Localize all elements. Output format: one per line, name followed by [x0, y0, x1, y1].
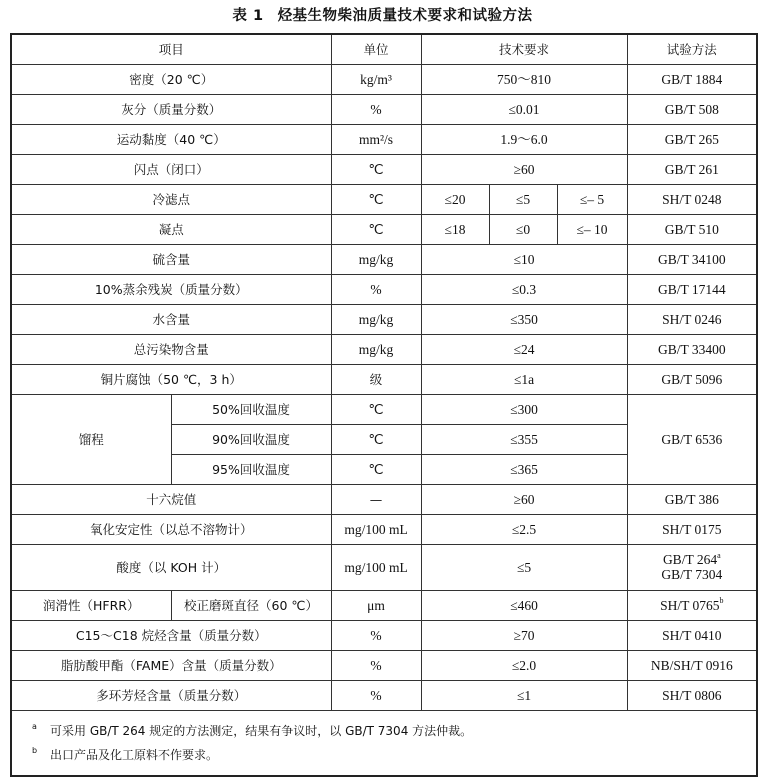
row-item: 冷滤点 — [11, 184, 331, 214]
table-row — [11, 364, 757, 394]
row-method: GB/T 1884 — [627, 64, 757, 94]
row-item: 运动黏度（40 ℃） — [11, 124, 331, 154]
row-requirement: ≤350 — [421, 304, 627, 334]
table-row — [11, 394, 757, 424]
row-item: 水含量 — [11, 304, 331, 334]
footnotes — [11, 710, 757, 776]
row-unit: ℃ — [331, 214, 421, 244]
footnote — [32, 719, 738, 743]
row-unit: — — [331, 484, 421, 514]
row-unit: mg/kg — [331, 304, 421, 334]
row-method: GB/T 265 — [627, 124, 757, 154]
row-item: 闪点（闭口） — [11, 154, 331, 184]
header-unit: 单位 — [331, 34, 421, 64]
row-requirement: ≤355 — [421, 424, 627, 454]
table-row — [11, 304, 757, 334]
row-method: GB/T 508 — [627, 94, 757, 124]
row-requirement: ≤365 — [421, 454, 627, 484]
table-row — [11, 544, 757, 590]
row-unit: ℃ — [331, 424, 421, 454]
row-requirement: ≥60 — [421, 154, 627, 184]
row-item: 总污染物含量 — [11, 334, 331, 364]
row-unit: % — [331, 620, 421, 650]
footnote-mark-b: b — [719, 596, 724, 605]
row-item: 氧化安定性（以总不溶物计） — [11, 514, 331, 544]
row-method: SH/T 0246 — [627, 304, 757, 334]
row-item: C15～C18 烷烃含量（质量分数） — [11, 620, 331, 650]
row-requirement: ≤1a — [421, 364, 627, 394]
row-method: SH/T 0248 — [627, 184, 757, 214]
row-requirement: ≥70 — [421, 620, 627, 650]
row-item: 凝点 — [11, 214, 331, 244]
row-requirement: ≤5 — [421, 544, 627, 590]
row-unit: mg/100 mL — [331, 514, 421, 544]
row-item: 灰分（质量分数） — [11, 94, 331, 124]
row-unit: % — [331, 94, 421, 124]
footnote-mark-a: a — [717, 550, 721, 560]
table-row — [11, 214, 757, 244]
row-requirement-grade-2: ≤0 — [489, 214, 557, 244]
row-method: SH/T 0410 — [627, 620, 757, 650]
row-item: 密度（20 ℃） — [11, 64, 331, 94]
row-item: 10%蒸余残炭（质量分数） — [11, 274, 331, 304]
row-requirement: ≤460 — [421, 590, 627, 620]
row-method: GB/T 261 — [627, 154, 757, 184]
table-row — [11, 274, 757, 304]
header-requirement: 技术要求 — [421, 34, 627, 64]
row-method: GB/T 510 — [627, 214, 757, 244]
footnote-row — [11, 710, 757, 776]
footnote-mark: b — [32, 745, 38, 755]
row-unit: mg/kg — [331, 244, 421, 274]
row-unit: 级 — [331, 364, 421, 394]
row-requirement: ≤1 — [421, 680, 627, 710]
row-method: SH/T 0806 — [627, 680, 757, 710]
table-row — [11, 124, 757, 154]
row-item: 硫含量 — [11, 244, 331, 274]
header-item: 项目 — [11, 34, 331, 64]
row-method: SH/T 0175 — [627, 514, 757, 544]
row-requirement-grade-1: ≤18 — [421, 214, 489, 244]
row-item: 脂肪酸甲酯（FAME）含量（质量分数） — [11, 650, 331, 680]
row-item: 铜片腐蚀（50 ℃，3 h） — [11, 364, 331, 394]
row-unit: % — [331, 680, 421, 710]
row-requirement-grade-1: ≤20 — [421, 184, 489, 214]
table-header-row — [11, 34, 757, 64]
row-unit: ℃ — [331, 454, 421, 484]
table-row — [11, 620, 757, 650]
row-requirement: 750～810 — [421, 64, 627, 94]
footnote-text: 可采用 GB/T 264 规定的方法测定，结果有争议时，以 GB/T 7304 方法仲裁。 — [50, 723, 473, 738]
row-unit: ℃ — [331, 394, 421, 424]
table-number: 表 1 — [232, 8, 264, 24]
row-item: 润滑性（HFRR） — [11, 590, 171, 620]
table-row — [11, 590, 757, 620]
row-method: GB/T 386 — [627, 484, 757, 514]
row-subitem: 校正磨斑直径（60 ℃） — [171, 590, 331, 620]
table-row — [11, 514, 757, 544]
row-requirement-grade-3: ≤– 5 — [557, 184, 627, 214]
row-method: GB/T 33400 — [627, 334, 757, 364]
table-row — [11, 94, 757, 124]
row-requirement: ≤0.01 — [421, 94, 627, 124]
row-method: GB/T 5096 — [627, 364, 757, 394]
row-requirement: ≤10 — [421, 244, 627, 274]
table-row — [11, 154, 757, 184]
row-requirement: 1.9～6.0 — [421, 124, 627, 154]
table-row — [11, 650, 757, 680]
method-code: GB/T 264 — [662, 552, 718, 567]
row-requirement: ≤300 — [421, 394, 627, 424]
row-method: GB/T 34100 — [627, 244, 757, 274]
row-unit: ℃ — [331, 154, 421, 184]
row-item: 酸度（以 KOH 计） — [11, 544, 331, 590]
table-title-text: 烃基生物柴油质量技术要求和试验方法 — [277, 8, 533, 24]
table-row — [11, 244, 757, 274]
row-unit: kg/m³ — [331, 64, 421, 94]
row-unit: % — [331, 650, 421, 680]
spec-table — [10, 33, 758, 777]
row-unit: % — [331, 274, 421, 304]
footnote-mark: a — [32, 721, 37, 731]
row-requirement: ≤2.0 — [421, 650, 627, 680]
row-requirement: ≥60 — [421, 484, 627, 514]
method-code: SH/T 0765 — [660, 597, 720, 613]
header-method: 试验方法 — [627, 34, 757, 64]
row-subitem: 90%回收温度 — [171, 424, 331, 454]
row-subitem: 50%回收温度 — [171, 394, 331, 424]
row-requirement: ≤24 — [421, 334, 627, 364]
row-item-distillation: 馏程 — [11, 394, 171, 484]
row-requirement: ≤2.5 — [421, 514, 627, 544]
row-requirement-grade-2: ≤5 — [489, 184, 557, 214]
footnote — [32, 743, 738, 767]
row-subitem: 95%回收温度 — [171, 454, 331, 484]
row-method: GB/T 6536 — [627, 394, 757, 484]
row-unit: mg/kg — [331, 334, 421, 364]
method-line: GB/T 7304 — [661, 567, 723, 582]
table-row — [11, 184, 757, 214]
row-requirement-grade-3: ≤– 10 — [557, 214, 627, 244]
row-method: NB/SH/T 0916 — [627, 650, 757, 680]
table-row — [11, 334, 757, 364]
method-line — [630, 552, 755, 567]
table-row — [11, 484, 757, 514]
row-method: GB/T 17144 — [627, 274, 757, 304]
row-unit: μm — [331, 590, 421, 620]
row-unit: ℃ — [331, 184, 421, 214]
row-method-pair — [627, 544, 757, 590]
table-row — [11, 64, 757, 94]
row-unit: mm²/s — [331, 124, 421, 154]
row-method — [627, 590, 757, 620]
table-title — [0, 4, 765, 25]
row-requirement: ≤0.3 — [421, 274, 627, 304]
footnote-text: 出口产品及化工原料不作要求。 — [50, 747, 219, 762]
row-item: 多环芳烃含量（质量分数） — [11, 680, 331, 710]
table-row — [11, 680, 757, 710]
row-unit: mg/100 mL — [331, 544, 421, 590]
row-item: 十六烷值 — [11, 484, 331, 514]
